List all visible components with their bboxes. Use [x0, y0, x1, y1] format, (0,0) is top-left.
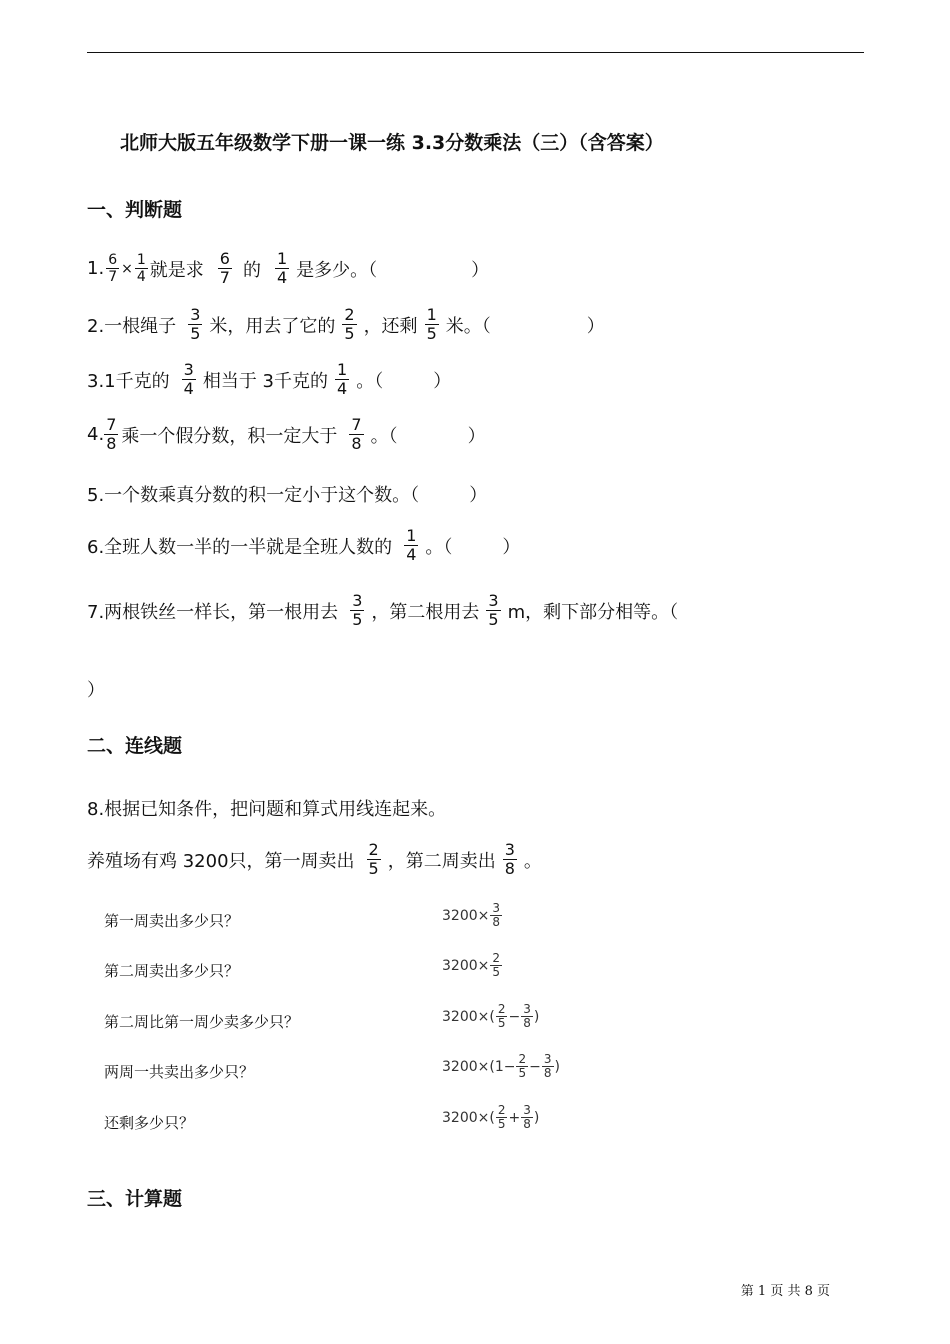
- fraction: $\frac{3}{8}$: [492, 901, 501, 929]
- fraction: $\frac{2}{5}$: [344, 305, 355, 343]
- question-2: 2.一根绳子 $\frac{3}{5}$ 米，用去了它的 $\frac{2}{5}$ ，还剩 $\frac{1}{5}$ 米。（ ）: [87, 305, 605, 343]
- fraction: $\frac{3}{5}$: [352, 591, 363, 629]
- question-7-blank-close[interactable]: ）: [87, 680, 105, 701]
- question-3: 3.1千克的 $\frac{3}{4}$ 相当于 3千克的 $\frac{1}{4}$ 。（ ）: [87, 360, 452, 398]
- fraction: $\frac{3}{5}$: [488, 591, 499, 629]
- page-number: 第 1 页 共 8 页: [740, 1284, 830, 1299]
- match-question-3[interactable]: 第二周比第一周少卖多少只？: [104, 1013, 300, 1031]
- question-1: 1. $\frac{6}{7}$ × $\frac{1}{4}$ 就是求 $\frac{6}{7}$ 的 $\frac{1}{4}$ 是多少。（ ）: [87, 249, 490, 287]
- answer-blank[interactable]: ）: [433, 370, 452, 392]
- answer-blank[interactable]: ）: [469, 485, 488, 506]
- header-rule: [87, 52, 864, 53]
- answer-blank[interactable]: ）: [471, 259, 490, 281]
- fraction: $\frac{6}{7}$: [219, 249, 230, 287]
- fraction: $\frac{2}{5}$: [368, 840, 379, 878]
- match-question-4[interactable]: 两周一共卖出多少只？: [104, 1063, 255, 1081]
- fraction: $\frac{3}{8}$: [523, 1103, 531, 1131]
- answer-blank[interactable]: ）: [502, 536, 521, 558]
- fraction: $\frac{3}{8}$: [543, 1052, 552, 1080]
- fraction: $\frac{1}{4}$: [406, 526, 417, 564]
- match-expression-5[interactable]: 3200 × ( $\frac{2}{5}$ + $\frac{3}{8}$ ): [442, 1103, 540, 1131]
- section-heading-calculation: 三、计算题: [87, 1188, 183, 1210]
- match-question-1[interactable]: 第一周卖出多少只？: [104, 912, 240, 930]
- match-expression-2[interactable]: 3200 × $\frac{2}{5}$: [442, 951, 501, 979]
- fraction: $\frac{1}{4}$: [337, 360, 348, 398]
- match-question-2[interactable]: 第二周卖出多少只？: [104, 962, 240, 980]
- section-heading-matching: 二、连线题: [87, 735, 183, 757]
- match-expression-1[interactable]: 3200 × $\frac{3}{8}$: [442, 901, 501, 929]
- question-6: 6.全班人数一半的一半就是全班人数的 $\frac{1}{4}$ 。（ ）: [87, 526, 521, 564]
- question-4: 4. $\frac{7}{8}$ 乘一个假分数，积一定大于 $\frac{7}{8}$ 。（ ）: [87, 415, 486, 453]
- fraction: $\frac{2}{5}$: [518, 1052, 527, 1080]
- fraction: $\frac{3}{8}$: [523, 1002, 531, 1030]
- fraction: $\frac{7}{8}$: [106, 415, 117, 453]
- fraction: $\frac{1}{5}$: [426, 305, 437, 343]
- document-title: 北师大版五年级数学下册一课一练 3.3分数乘法（三）（含答案）: [120, 132, 664, 154]
- fraction: $\frac{2}{5}$: [492, 951, 501, 979]
- fraction: $\frac{3}{8}$: [504, 840, 515, 878]
- question-7: 7.两根铁丝一样长，第一根用去 $\frac{3}{5}$ ，第二根用去 $\frac{3}{5}$ m，剩下部分相等。（: [87, 591, 679, 629]
- fraction: $\frac{1}{4}$: [276, 249, 288, 287]
- answer-blank[interactable]: ）: [467, 425, 486, 447]
- match-question-5[interactable]: 还剩多少只？: [104, 1114, 195, 1132]
- question-8-condition: 养殖场有鸡 3200只，第一周卖出 $\frac{2}{5}$ ，第二周卖出 $\frac{3}{8}$ 。: [87, 840, 542, 878]
- fraction: $\frac{2}{5}$: [497, 1002, 506, 1030]
- fraction: $\frac{3}{5}$: [190, 305, 201, 343]
- fraction: $\frac{1}{4}$: [136, 252, 146, 285]
- fraction: $\frac{2}{5}$: [497, 1103, 506, 1131]
- question-5: 5.一个数乘真分数的积一定小于这个数。（ ）: [87, 481, 487, 507]
- question-8: 8.根据已知条件，把问题和算式用线连起来。: [87, 799, 447, 820]
- match-expression-4[interactable]: 3200 × (1− $\frac{2}{5}$ − $\frac{3}{8}$ ): [442, 1052, 560, 1080]
- match-expression-3[interactable]: 3200 × ( $\frac{2}{5}$ − $\frac{3}{8}$ ): [442, 1002, 540, 1030]
- section-heading-judgement: 一、判断题: [87, 199, 183, 221]
- answer-blank[interactable]: ）: [586, 315, 605, 337]
- fraction: $\frac{3}{4}$: [183, 360, 194, 398]
- fraction: $\frac{7}{8}$: [351, 415, 362, 453]
- fraction: $\frac{6}{7}$: [108, 252, 118, 285]
